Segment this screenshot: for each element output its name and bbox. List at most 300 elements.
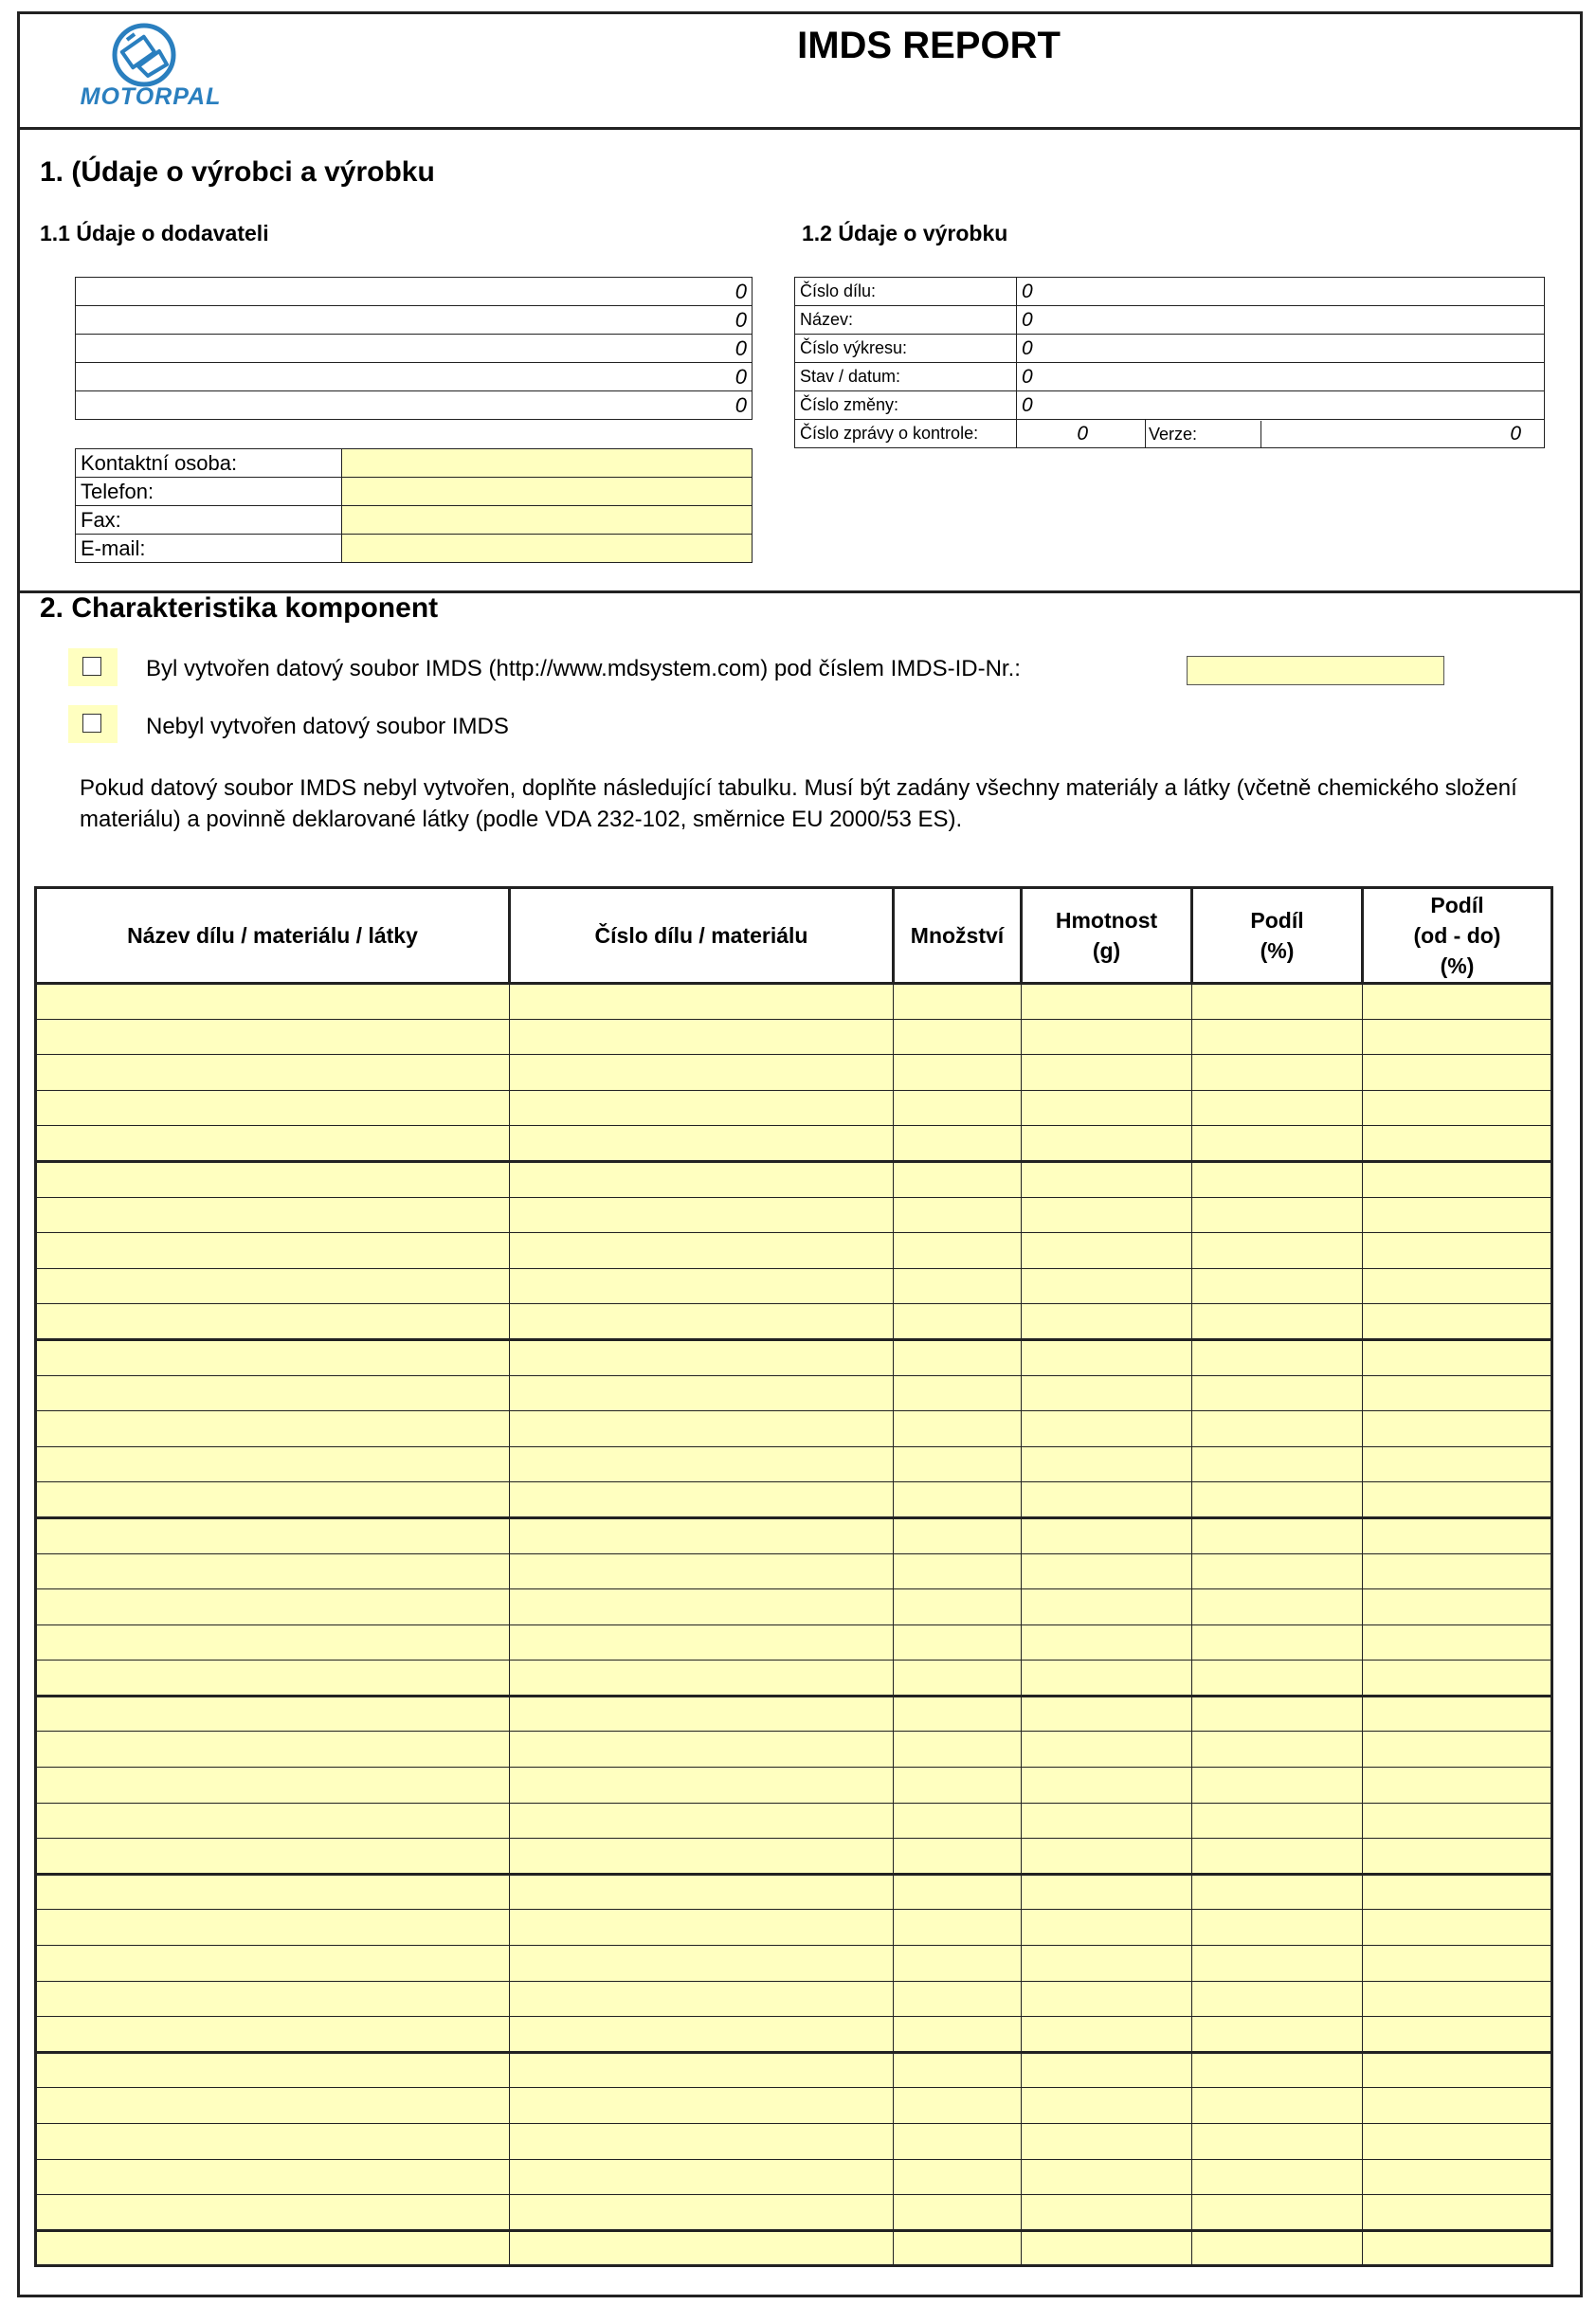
table-cell-input[interactable]: [36, 1553, 510, 1589]
table-cell-input[interactable]: [36, 1482, 510, 1518]
change-number-value: 0: [1017, 391, 1545, 420]
table-cell-input[interactable]: [1363, 1981, 1552, 2017]
table-row: [36, 1874, 1552, 1910]
table-cell-input[interactable]: [36, 1517, 510, 1553]
table-cell-input[interactable]: [1192, 1874, 1363, 1910]
table-row: [36, 1339, 1552, 1375]
table-cell-input[interactable]: [894, 1411, 1022, 1447]
table-cell-input[interactable]: [510, 1517, 894, 1553]
table-cell-input[interactable]: [894, 1197, 1022, 1233]
table-cell-input[interactable]: [894, 1946, 1022, 1982]
product-title: 1.2 Údaje o výrobku: [802, 221, 1008, 245]
table-cell-input[interactable]: [1192, 1304, 1363, 1340]
version-label: Verze:: [1146, 421, 1261, 447]
table-cell-input[interactable]: [1363, 1304, 1552, 1340]
table-cell-input[interactable]: [1192, 2195, 1363, 2231]
table-cell-input[interactable]: [894, 2017, 1022, 2053]
table-cell-input[interactable]: [1192, 1482, 1363, 1518]
table-cell-input[interactable]: [1363, 1589, 1552, 1625]
table-cell-input[interactable]: [36, 984, 510, 1020]
table-cell-input[interactable]: [894, 1732, 1022, 1768]
table-cell-input[interactable]: [1363, 1624, 1552, 1661]
table-cell-input[interactable]: [1022, 2017, 1192, 2053]
table-row: [36, 2052, 1552, 2088]
table-cell-input[interactable]: [36, 1946, 510, 1982]
table-cell-input[interactable]: [1192, 1090, 1363, 1126]
table-cell-input[interactable]: [1022, 1339, 1192, 1375]
col-header-weight: Hmotnost (g): [1022, 888, 1192, 984]
table-row: [36, 1482, 1552, 1518]
table-cell-input[interactable]: [1022, 1874, 1192, 1910]
table-row: [36, 1090, 1552, 1126]
table-cell-input[interactable]: [1192, 1839, 1363, 1875]
table-cell-input[interactable]: [894, 1517, 1022, 1553]
checkbox-icon[interactable]: [82, 657, 101, 676]
product-table: [794, 277, 1545, 448]
col-header-number: Číslo dílu / materiálu: [510, 888, 894, 984]
table-cell-input[interactable]: [1363, 1910, 1552, 1946]
table-row: [36, 1768, 1552, 1804]
table-cell-input[interactable]: [1192, 1517, 1363, 1553]
col-header-share-range: Podíl (od - do) (%): [1363, 888, 1552, 984]
table-cell-input[interactable]: [1022, 1803, 1192, 1839]
table-cell-input[interactable]: [894, 2052, 1022, 2088]
table-cell-input[interactable]: [510, 1126, 894, 1162]
table-row: [36, 1304, 1552, 1340]
table-row: [36, 1233, 1552, 1269]
table-row: [36, 984, 1552, 1020]
table-cell-input[interactable]: [510, 1090, 894, 1126]
state-date-value: 0: [1017, 363, 1545, 391]
table-cell-input[interactable]: [894, 1268, 1022, 1304]
table-cell-input[interactable]: [36, 1126, 510, 1162]
table-cell-input[interactable]: [1363, 1482, 1552, 1518]
table-cell-input[interactable]: [1363, 1019, 1552, 1055]
table-cell-input[interactable]: [36, 1090, 510, 1126]
table-cell-input[interactable]: [36, 2230, 510, 2266]
name-label: Název:: [795, 306, 1017, 335]
imds-not-created-label: Nebyl vytvořen datový soubor IMDS: [146, 714, 509, 739]
table-cell-input[interactable]: [894, 1553, 1022, 1589]
table-cell-input[interactable]: [36, 1446, 510, 1482]
table-cell-input[interactable]: [894, 984, 1022, 1020]
table-cell-input[interactable]: [510, 2195, 894, 2231]
fax-label: Fax:: [76, 506, 342, 535]
table-cell-input[interactable]: [1192, 1553, 1363, 1589]
table-cell-input[interactable]: [1022, 1055, 1192, 1091]
table-cell-input[interactable]: [1363, 1553, 1552, 1589]
table-cell-input[interactable]: [510, 2124, 894, 2160]
table-cell-input[interactable]: [36, 1910, 510, 1946]
table-cell-input[interactable]: [1363, 2195, 1552, 2231]
table-cell-input[interactable]: [1363, 1946, 1552, 1982]
table-cell-input[interactable]: [1192, 2159, 1363, 2195]
table-cell-input[interactable]: [1022, 1019, 1192, 1055]
section2-title: 2. Charakteristika komponent: [40, 592, 439, 624]
table-cell-input[interactable]: [1192, 1268, 1363, 1304]
table-cell-input[interactable]: [510, 1446, 894, 1482]
table-cell-input[interactable]: [894, 2088, 1022, 2124]
table-cell-input[interactable]: [1192, 1661, 1363, 1697]
table-cell-input[interactable]: [510, 1304, 894, 1340]
table-cell-input[interactable]: [510, 984, 894, 1020]
part-number-label: Číslo dílu:: [795, 278, 1017, 306]
table-cell-input[interactable]: [1022, 1732, 1192, 1768]
table-cell-input[interactable]: [894, 1624, 1022, 1661]
table-cell-input[interactable]: [1363, 1375, 1552, 1411]
table-cell-input[interactable]: [510, 1981, 894, 2017]
table-cell-input[interactable]: [1192, 1161, 1363, 1197]
table-cell-input[interactable]: [36, 1732, 510, 1768]
logo-text: MOTORPAL: [80, 83, 222, 110]
table-cell-input[interactable]: [894, 2124, 1022, 2160]
table-cell-input[interactable]: [1022, 2195, 1192, 2231]
table-cell-input[interactable]: [1022, 1482, 1192, 1518]
table-cell-input[interactable]: [36, 2017, 510, 2053]
table-cell-input[interactable]: [1022, 2159, 1192, 2195]
table-cell-input[interactable]: [1192, 984, 1363, 1020]
email-label: E-mail:: [76, 535, 342, 563]
table-cell-input[interactable]: [1192, 1375, 1363, 1411]
table-cell-input[interactable]: [1022, 1446, 1192, 1482]
table-cell-input[interactable]: [36, 2088, 510, 2124]
table-cell-input[interactable]: [1022, 1090, 1192, 1126]
table-cell-input[interactable]: [510, 1839, 894, 1875]
table-cell-input[interactable]: [1022, 1696, 1192, 1732]
table-cell-input[interactable]: [510, 1661, 894, 1697]
table-cell-input[interactable]: [1192, 1803, 1363, 1839]
supplier-cell: 0: [76, 278, 753, 306]
imds-created-checkbox[interactable]: [68, 648, 118, 686]
table-row: [36, 1553, 1552, 1589]
table-cell-input[interactable]: [1363, 1055, 1552, 1091]
imds-id-field[interactable]: [1187, 656, 1444, 685]
table-cell-input[interactable]: [894, 2159, 1022, 2195]
table-cell-input[interactable]: [36, 2195, 510, 2231]
table-cell-input[interactable]: [894, 1233, 1022, 1269]
table-cell-input[interactable]: [1363, 1732, 1552, 1768]
table-cell-input[interactable]: [894, 1696, 1022, 1732]
table-cell-input[interactable]: [510, 1411, 894, 1447]
supplier-cell: 0: [76, 363, 753, 391]
table-row: [36, 1517, 1552, 1553]
drawing-number-value: 0: [1017, 335, 1545, 363]
table-cell-input[interactable]: [510, 1589, 894, 1625]
table-cell-input[interactable]: [1363, 1768, 1552, 1804]
table-cell-input[interactable]: [36, 1661, 510, 1697]
table-cell-input[interactable]: [510, 2088, 894, 2124]
table-cell-input[interactable]: [894, 1304, 1022, 1340]
table-cell-input[interactable]: [36, 1839, 510, 1875]
table-cell-input[interactable]: [894, 1090, 1022, 1126]
table-cell-input[interactable]: [1022, 1553, 1192, 1589]
table-cell-input[interactable]: [36, 1696, 510, 1732]
table-cell-input[interactable]: [1363, 1090, 1552, 1126]
table-cell-input[interactable]: [1363, 2017, 1552, 2053]
table-cell-input[interactable]: [36, 1411, 510, 1447]
table-cell-input[interactable]: [1192, 1910, 1363, 1946]
table-cell-input[interactable]: [1192, 1339, 1363, 1375]
table-cell-input[interactable]: [510, 1624, 894, 1661]
table-cell-input[interactable]: [894, 1126, 1022, 1162]
table-row: [36, 1197, 1552, 1233]
table-cell-input[interactable]: [510, 1910, 894, 1946]
table-cell-input[interactable]: [1363, 984, 1552, 1020]
table-cell-input[interactable]: [1022, 2230, 1192, 2266]
table-cell-input[interactable]: [510, 1803, 894, 1839]
version-cell: [1146, 420, 1545, 448]
table-cell-input[interactable]: [510, 1732, 894, 1768]
table-cell-input[interactable]: [894, 2230, 1022, 2266]
fax-field[interactable]: [342, 506, 753, 535]
table-cell-input[interactable]: [1363, 1517, 1552, 1553]
table-cell-input[interactable]: [36, 1197, 510, 1233]
table-cell-input[interactable]: [36, 1161, 510, 1197]
table-cell-input[interactable]: [894, 1661, 1022, 1697]
table-cell-input[interactable]: [1022, 1589, 1192, 1625]
table-cell-input[interactable]: [510, 1233, 894, 1269]
table-cell-input[interactable]: [1192, 2088, 1363, 2124]
table-cell-input[interactable]: [1363, 1874, 1552, 1910]
table-cell-input[interactable]: [36, 1803, 510, 1839]
table-cell-input[interactable]: [1022, 1624, 1192, 1661]
table-cell-input[interactable]: [1192, 1019, 1363, 1055]
table-row: [36, 1375, 1552, 1411]
table-cell-input[interactable]: [894, 1803, 1022, 1839]
table-cell-input[interactable]: [36, 2052, 510, 2088]
table-cell-input[interactable]: [1022, 1661, 1192, 1697]
table-cell-input[interactable]: [1022, 1197, 1192, 1233]
table-cell-input[interactable]: [510, 1019, 894, 1055]
table-cell-input[interactable]: [1192, 1696, 1363, 1732]
table-cell-input[interactable]: [894, 2195, 1022, 2231]
table-cell-input[interactable]: [1363, 1268, 1552, 1304]
table-cell-input[interactable]: [894, 1482, 1022, 1518]
table-cell-input[interactable]: [1022, 2124, 1192, 2160]
table-cell-input[interactable]: [894, 1375, 1022, 1411]
table-cell-input[interactable]: [36, 1304, 510, 1340]
table-cell-input[interactable]: [510, 1874, 894, 1910]
supplier-table: [75, 277, 753, 420]
table-cell-input[interactable]: [1192, 2124, 1363, 2160]
table-row: [36, 2195, 1552, 2231]
table-cell-input[interactable]: [510, 1696, 894, 1732]
table-cell-input[interactable]: [1192, 1732, 1363, 1768]
checkbox-icon[interactable]: [82, 714, 101, 733]
table-cell-input[interactable]: [1363, 1161, 1552, 1197]
table-cell-input[interactable]: [1022, 1517, 1192, 1553]
state-date-label: Stav / datum:: [795, 363, 1017, 391]
table-cell-input[interactable]: [1022, 1839, 1192, 1875]
table-cell-input[interactable]: [1363, 1339, 1552, 1375]
table-cell-input[interactable]: [510, 1768, 894, 1804]
table-cell-input[interactable]: [510, 1553, 894, 1589]
components-body: [36, 984, 1552, 2266]
table-cell-input[interactable]: [36, 2159, 510, 2195]
change-number-label: Číslo změny:: [795, 391, 1017, 420]
table-cell-input[interactable]: [510, 1339, 894, 1375]
supplier-title: 1.1 Údaje o dodavateli: [40, 221, 269, 245]
table-row: [36, 1411, 1552, 1447]
contacts-table: [75, 448, 753, 563]
table-cell-input[interactable]: [1022, 1233, 1192, 1269]
table-row: [36, 1161, 1552, 1197]
table-cell-input[interactable]: [894, 1055, 1022, 1091]
table-cell-input[interactable]: [894, 1874, 1022, 1910]
table-cell-input[interactable]: [510, 1197, 894, 1233]
table-cell-input[interactable]: [36, 1268, 510, 1304]
contact-person-field[interactable]: [342, 449, 753, 478]
table-cell-input[interactable]: [1363, 1411, 1552, 1447]
table-cell-input[interactable]: [1363, 1197, 1552, 1233]
table-cell-input[interactable]: [1022, 1126, 1192, 1162]
contact-label: Kontaktní osoba:: [76, 449, 342, 478]
table-cell-input[interactable]: [1363, 1696, 1552, 1732]
table-cell-input[interactable]: [1363, 2088, 1552, 2124]
table-cell-input[interactable]: [510, 1482, 894, 1518]
table-cell-input[interactable]: [1192, 2052, 1363, 2088]
table-cell-input[interactable]: [1363, 1803, 1552, 1839]
table-cell-input[interactable]: [36, 1339, 510, 1375]
col-header-name: Název dílu / materiálu / látky: [36, 888, 510, 984]
table-cell-input[interactable]: [1022, 1411, 1192, 1447]
table-row: [36, 1661, 1552, 1697]
table-row: [36, 1803, 1552, 1839]
name-value: 0: [1017, 306, 1545, 335]
table-cell-input[interactable]: [1192, 1446, 1363, 1482]
table-row: [36, 1910, 1552, 1946]
table-cell-input[interactable]: [894, 1161, 1022, 1197]
table-row: [36, 2088, 1552, 2124]
table-cell-input[interactable]: [36, 1019, 510, 1055]
table-cell-input[interactable]: [510, 2017, 894, 2053]
table-cell-input[interactable]: [1192, 1197, 1363, 1233]
table-cell-input[interactable]: [1192, 1981, 1363, 2017]
col-header-share: Podíl (%): [1192, 888, 1363, 984]
table-cell-input[interactable]: [1192, 1589, 1363, 1625]
table-cell-input[interactable]: [510, 1055, 894, 1091]
col-header-quantity: Množství: [894, 888, 1022, 984]
table-cell-input[interactable]: [1022, 1946, 1192, 1982]
imds-not-created-checkbox[interactable]: [68, 705, 118, 743]
table-row: [36, 1019, 1552, 1055]
table-row: [36, 2017, 1552, 2053]
table-cell-input[interactable]: [1192, 1126, 1363, 1162]
table-cell-input[interactable]: [510, 1268, 894, 1304]
table-cell-input[interactable]: [36, 1589, 510, 1625]
table-cell-input[interactable]: [894, 1446, 1022, 1482]
table-cell-input[interactable]: [36, 1874, 510, 1910]
table-cell-input[interactable]: [1022, 1161, 1192, 1197]
table-cell-input[interactable]: [1363, 2124, 1552, 2160]
table-cell-input[interactable]: [36, 1981, 510, 2017]
table-cell-input[interactable]: [1022, 2052, 1192, 2088]
table-cell-input[interactable]: [894, 1339, 1022, 1375]
table-cell-input[interactable]: [1022, 1910, 1192, 1946]
table-cell-input[interactable]: [1363, 2230, 1552, 2266]
table-row: [36, 1589, 1552, 1625]
table-cell-input[interactable]: [1192, 1624, 1363, 1661]
table-cell-input[interactable]: [36, 1768, 510, 1804]
table-cell-input[interactable]: [1363, 1661, 1552, 1697]
table-cell-input[interactable]: [510, 1946, 894, 1982]
part-number-value: 0: [1017, 278, 1545, 306]
table-cell-input[interactable]: [1363, 1839, 1552, 1875]
drawing-number-label: Číslo výkresu:: [795, 335, 1017, 363]
table-cell-input[interactable]: [894, 1019, 1022, 1055]
table-cell-input[interactable]: [1022, 1768, 1192, 1804]
table-cell-input[interactable]: [1192, 1946, 1363, 1982]
table-cell-input[interactable]: [510, 2230, 894, 2266]
imds-created-label: Byl vytvořen datový soubor IMDS (http://www.mdsystem.com) pod číslem IMDS-ID-Nr.:: [146, 656, 1021, 681]
table-cell-input[interactable]: [1192, 2017, 1363, 2053]
table-row: [36, 1055, 1552, 1091]
table-cell-input[interactable]: [1022, 1375, 1192, 1411]
table-row: [36, 1696, 1552, 1732]
table-row: [36, 2230, 1552, 2266]
table-cell-input[interactable]: [510, 1375, 894, 1411]
table-cell-input[interactable]: [1192, 1055, 1363, 1091]
table-cell-input[interactable]: [1192, 1768, 1363, 1804]
table-cell-input[interactable]: [36, 2124, 510, 2160]
table-cell-input[interactable]: [510, 2052, 894, 2088]
table-row: [36, 1624, 1552, 1661]
table-cell-input[interactable]: [894, 1768, 1022, 1804]
phone-field[interactable]: [342, 478, 753, 506]
table-row: [36, 2124, 1552, 2160]
table-cell-input[interactable]: [1363, 2159, 1552, 2195]
table-cell-input[interactable]: [894, 1839, 1022, 1875]
table-cell-input[interactable]: [1192, 2230, 1363, 2266]
table-cell-input[interactable]: [894, 1589, 1022, 1625]
table-cell-input[interactable]: [510, 1161, 894, 1197]
version-value: 0: [1510, 422, 1521, 445]
table-cell-input[interactable]: [36, 1233, 510, 1269]
table-cell-input[interactable]: [1363, 1126, 1552, 1162]
table-cell-input[interactable]: [1363, 1446, 1552, 1482]
table-row: [36, 1268, 1552, 1304]
table-cell-input[interactable]: [510, 2159, 894, 2195]
table-cell-input[interactable]: [1192, 1233, 1363, 1269]
phone-label: Telefon:: [76, 478, 342, 506]
note-line: Pokud datový soubor IMDS nebyl vytvořen, doplňte následující tabulku. Musí být zadány všechny materiály a látky (včetně chemického složení: [80, 775, 1517, 801]
table-cell-input[interactable]: [1363, 2052, 1552, 2088]
section1-title: 1. (Údaje o výrobci a výrobku: [40, 156, 435, 188]
table-cell-input[interactable]: [36, 1624, 510, 1661]
components-table: [34, 886, 1553, 2267]
table-cell-input[interactable]: [1022, 984, 1192, 1020]
page-title: IMDS REPORT: [797, 25, 1061, 66]
supplier-cell: 0: [76, 306, 753, 335]
table-row: [36, 1839, 1552, 1875]
table-cell-input[interactable]: [36, 1055, 510, 1091]
table-row: [36, 2159, 1552, 2195]
email-field[interactable]: [342, 535, 753, 563]
table-cell-input[interactable]: [894, 1910, 1022, 1946]
table-cell-input[interactable]: [894, 1981, 1022, 2017]
table-cell-input[interactable]: [1022, 1981, 1192, 2017]
table-cell-input[interactable]: [1022, 1304, 1192, 1340]
table-cell-input[interactable]: [1022, 2088, 1192, 2124]
note-line: materiálu) a povinně deklarované látky (podle VDA 232-102, směrnice EU 2000/53 ES).: [80, 807, 963, 832]
header-divider: [17, 127, 1583, 130]
table-cell-input[interactable]: [1363, 1233, 1552, 1269]
table-cell-input[interactable]: [1022, 1268, 1192, 1304]
table-cell-input[interactable]: [1192, 1411, 1363, 1447]
table-row: [36, 1446, 1552, 1482]
instructions-note: [80, 772, 1558, 835]
table-cell-input[interactable]: [36, 1375, 510, 1411]
